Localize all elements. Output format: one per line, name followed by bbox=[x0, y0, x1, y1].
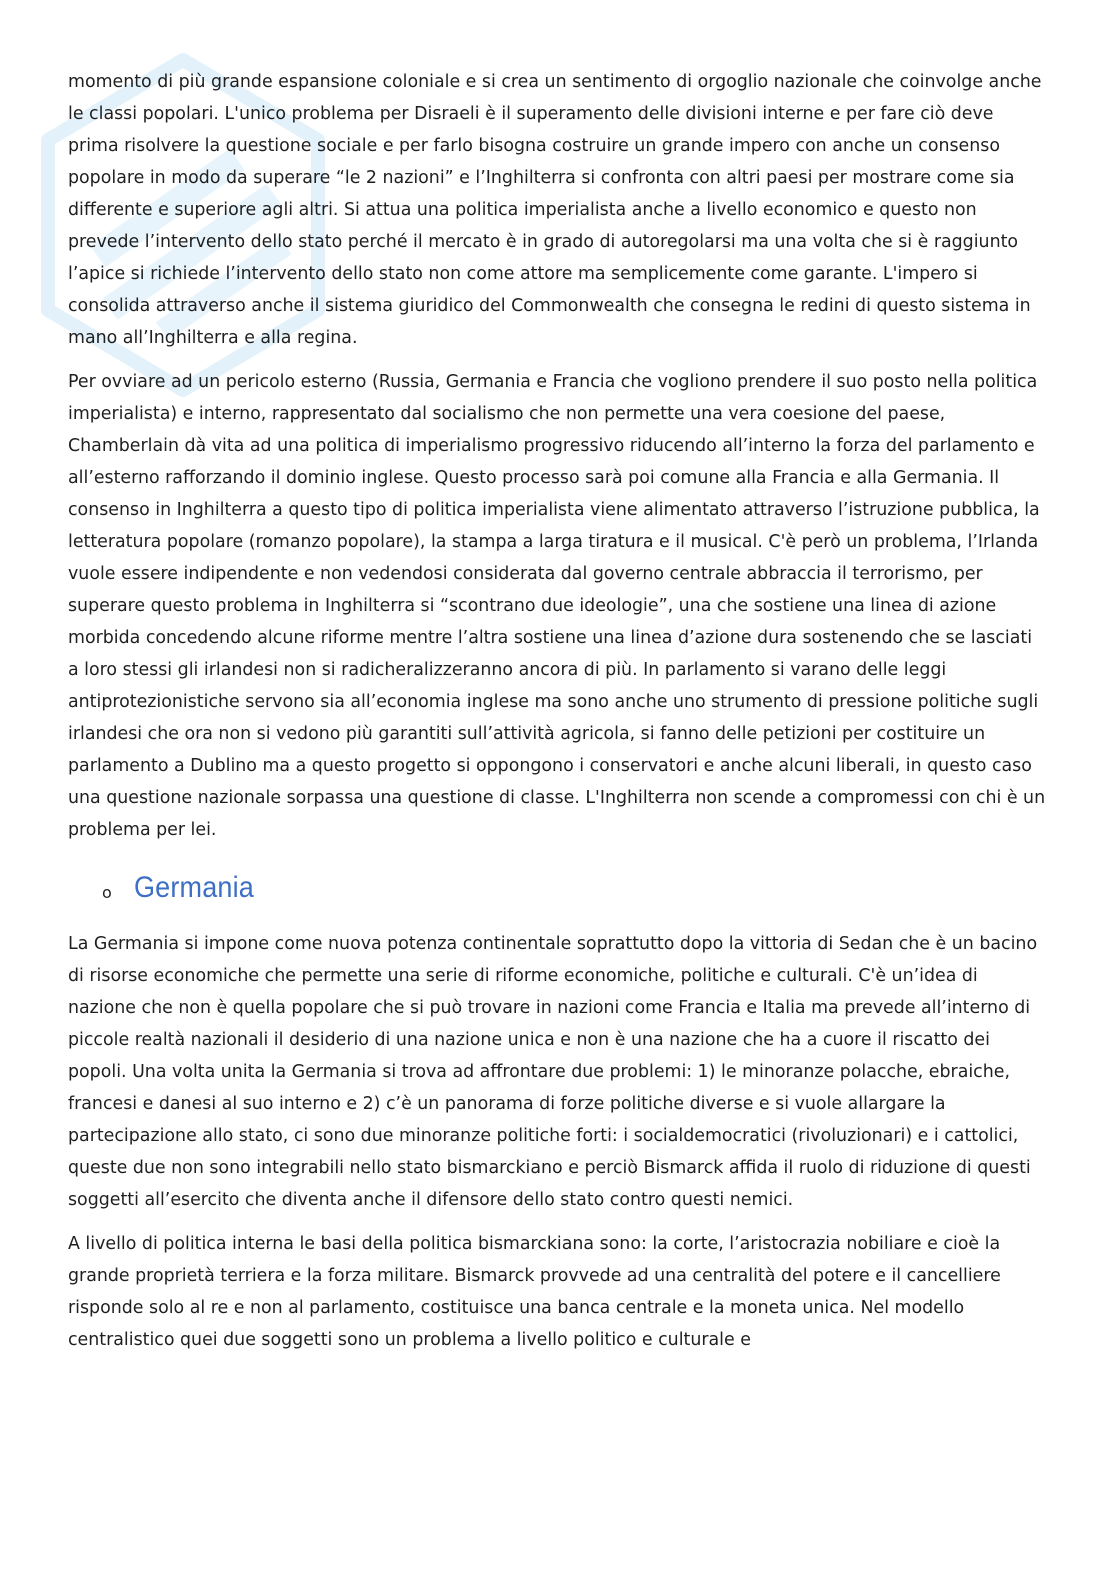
bullet-marker: o bbox=[102, 883, 112, 902]
paragraph: La Germania si impone come nuova potenza continentale soprattutto dopo la vittoria di Sedan che è un bacino di risorse economiche che permette una serie di riforme economiche, politiche e culturali. C'è un’idea di nazione che non è quella popolare che si può trovare in nazioni come Francia e Italia ma prevede all’interno di piccole realtà nazionali il desiderio di una nazione unica e non è una nazione che ha a cuore il riscatto dei popoli. Una volta unita la Germania si trova ad affrontare due problemi: 1) le minoranze polacche, ebraiche, francesi e danesi al suo interno e 2) c’è un panorama di forze politiche diverse e si vuole allargare la partecipazione allo stato, ci sono due minoranze politiche forti: i socialdemocratici (rivoluzionari) e i cattolici, queste due non sono integrabili nello stato bismarckiano e perciò Bismarck affida il ruolo di riduzione di questi soggetti all’esercito che diventa anche il difensore dello stato contro questi nemici. bbox=[68, 934, 1038, 1210]
paragraph: A livello di politica interna le basi della politica bismarckiana sono: la corte, l’aristocrazia nobiliare e cioè la grande proprietà terriera e la forza militare. Bismarck provvede ad una centralità del potere e il cancelliere risponde solo al re e non al parlamento, costituisce una banca centrale e la moneta unica. Nel modello centralistico quei due soggetti sono un problema a livello politico e culturale e bbox=[68, 1234, 1001, 1350]
section-heading-germania bbox=[102, 868, 1048, 908]
document-body bbox=[68, 66, 1048, 1368]
section-title: Germania bbox=[134, 871, 254, 904]
paragraph: Per ovviare ad un pericolo esterno (Russia, Germania e Francia che vogliono prendere il suo posto nella politica imperialista) e interno, rappresentato dal socialismo che non permette una vera coesione del paese, Chamberlain dà vita ad una politica di imperialismo progressivo riducendo all’interno la forza del parlamento e all’esterno rafforzando il dominio inglese. Questo processo sarà poi comune alla Francia e alla Germania. Il consenso in Inghilterra a questo tipo di politica imperialista viene alimentato attraverso l’istruzione pubblica, la letteratura popolare (romanzo popolare), la stampa a larga tiratura e il musical. C'è però un problema, l’Irlanda vuole essere indipendente e non vedendosi considerata dal governo centrale abbraccia il terrorismo, per superare questo problema in Inghilterra si “scontrano due ideologie”, una che sostiene una linea di azione morbida concedendo alcune riforme mentre l’altra sostiene una linea d’azione dura sostenendo che se lasciati a loro stessi gli irlandesi non si radicheralizzeranno ancora di più. In parlamento si varano delle leggi antiprotezionistiche servono sia all’economia inglese ma sono anche uno strumento di pressione politiche sugli irlandesi che ora non si vedono più garantiti sull’attività agricola, si fanno delle petizioni per costituire un parlamento a Dublino ma a questo progetto si oppongono i conservatori e anche alcuni liberali, in questo caso una questione nazionale sorpassa una questione di classe. L'Inghilterra non scende a compromessi con chi è un problema per lei. bbox=[68, 372, 1046, 840]
paragraph: momento di più grande espansione coloniale e si crea un sentimento di orgoglio nazionale che coinvolge anche le classi popolari. L'unico problema per Disraeli è il superamento delle divisioni interne e per fare ciò deve prima risolvere la questione sociale e per farlo bisogna costruire un grande impero con anche un consenso popolare in modo da superare “le 2 nazioni” e l’Inghilterra si confronta con altri paesi per mostrare come sia differente e superiore agli altri. Si attua una politica imperialista anche a livello economico e questo non prevede l’intervento dello stato perché il mercato è in grado di autoregolarsi ma una volta che si è raggiunto l’apice si richiede l’intervento dello stato non come attore ma semplicemente come garante. L'impero si consolida attraverso anche il sistema giuridico del Commonwealth che consegna le redini di questo sistema in mano all’Inghilterra e alla regina. bbox=[68, 72, 1042, 348]
